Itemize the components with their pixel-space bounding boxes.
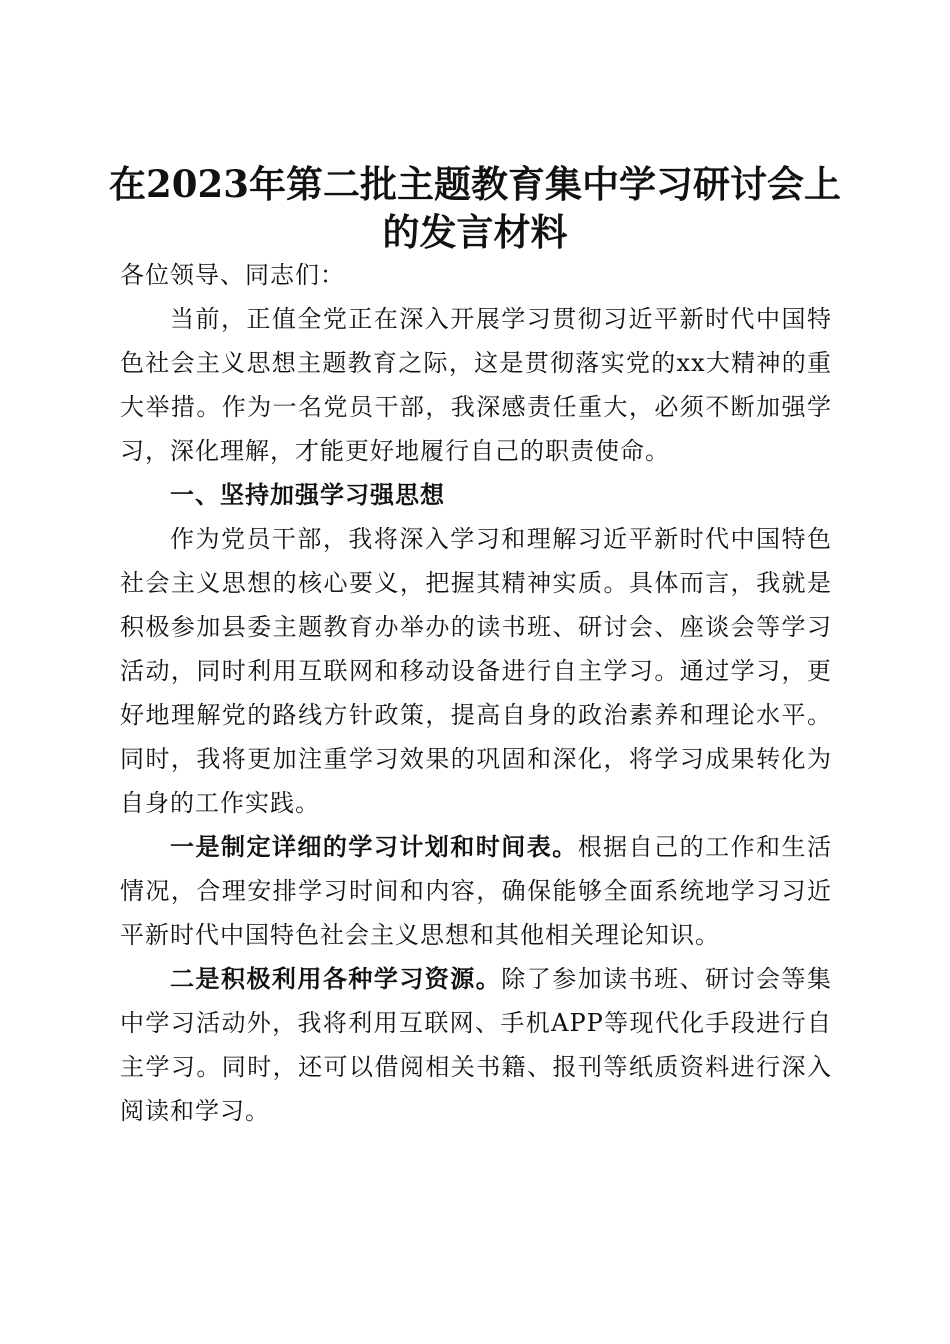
document-title bbox=[100, 160, 850, 256]
intro-paragraph: 当前，正值全党正在深入开展学习贯彻习近平新时代中国特色社会主义思想主题教育之际，这是贯彻落实党的xx大精神的重大举措。作为一名党员干部，我深感责任重大，必须不断加强学习，深化理解，才能更好地履行自己的职责使命。 bbox=[120, 305, 832, 465]
point-2-paragraph bbox=[120, 957, 832, 1133]
point-1-paragraph bbox=[120, 825, 832, 957]
title-line-2: 的发言材料 bbox=[382, 209, 568, 254]
section-1-paragraph: 作为党员干部，我将深入学习和理解习近平新时代中国特色社会主义思想的核心要义，把握其精神实质。具体而言，我就是积极参加县委主题教育办举办的读书班、研讨会、座谈会等学习活动，同时利用互联网和移动设备进行自主学习。通过学习，更好地理解党的路线方针政策，提高自身的政治素养和理论水平。同时，我将更加注重学习效果的巩固和深化，将学习成果转化为自身的工作实践。 bbox=[120, 525, 832, 817]
point-2-text: 除了参加读书班、研讨会等集中学习活动外，我将利用互联网、手机APP等现代化手段进行自主学习。同时，还可以借阅相关书籍、报刊等纸质资料进行深入阅读和学习。 bbox=[120, 965, 833, 1125]
point-1-lead: 一是制定详细的学习计划和时间表。 bbox=[170, 832, 578, 861]
salutation: 各位领导、同志们： bbox=[120, 261, 345, 289]
section-heading-1: 一、坚持加强学习强思想 bbox=[170, 481, 445, 509]
document-body bbox=[120, 253, 832, 1133]
point-1-text: 根据自己的工作和生活情况，合理安排学习时间和内容，确保能够全面系统地学习习近平新时代中国特色社会主义思想和其他相关理论知识。 bbox=[120, 833, 833, 949]
point-2-lead: 二是积极利用各种学习资源。 bbox=[170, 964, 502, 993]
title-line-1: 在2023年第二批主题教育集中学习研讨会上 bbox=[109, 161, 841, 206]
